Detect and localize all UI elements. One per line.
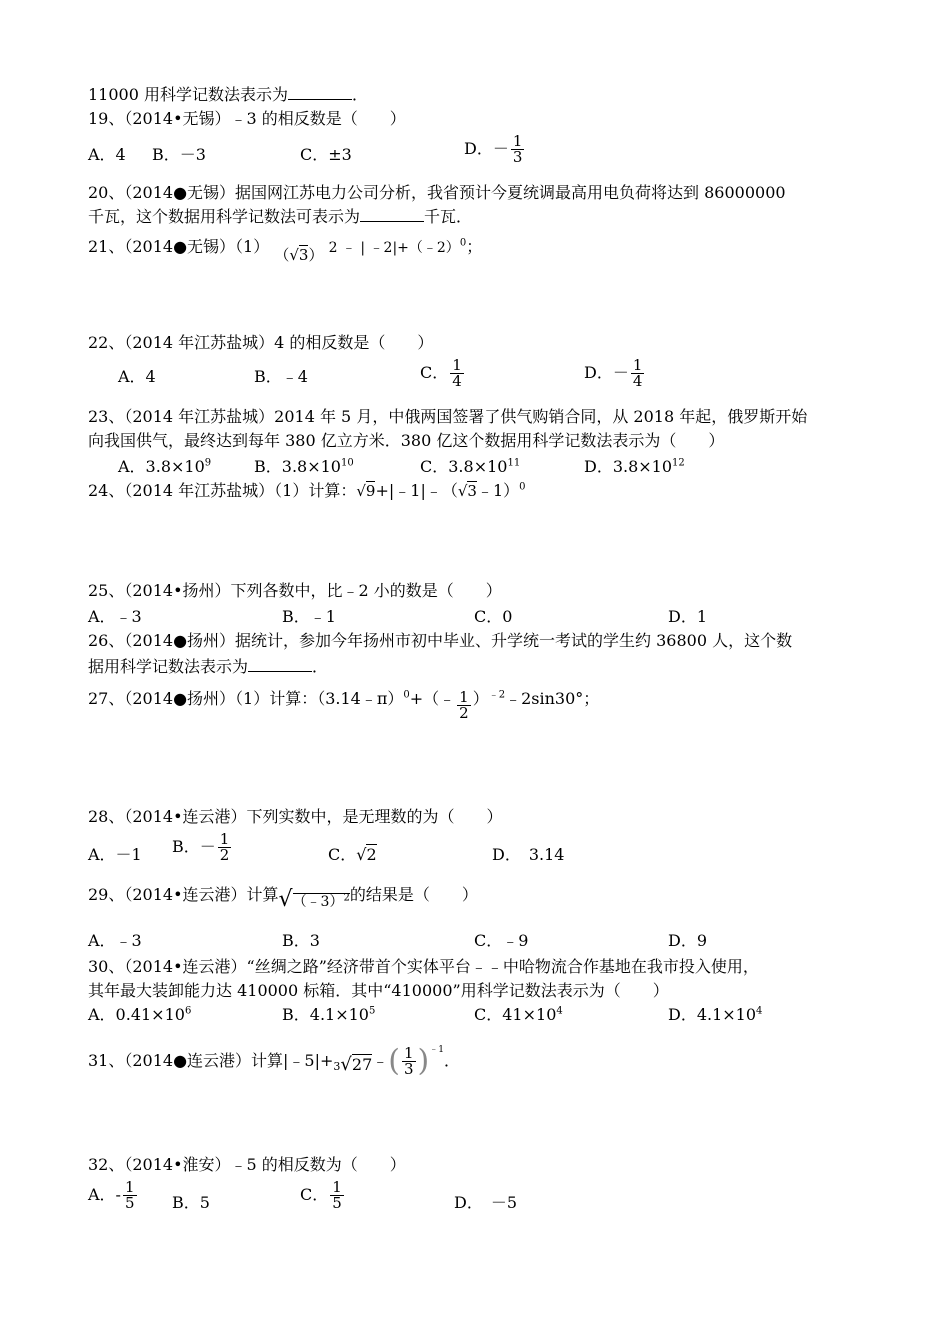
q22-option-d [584, 358, 646, 389]
q22-c-fraction [450, 358, 464, 389]
numerator: 1 [459, 688, 469, 706]
denominator: 5 [124, 1194, 135, 1212]
q28-b-fraction [218, 832, 232, 863]
numerator: 1 [219, 830, 230, 848]
q22-d-fraction [631, 358, 645, 389]
q29-option-d: D．9 [668, 931, 708, 950]
q22-stem: 22、（2014 年江苏盐城）4 的相反数是（ ） [88, 333, 434, 352]
q27-post: ﹣2sin30°； [505, 689, 600, 708]
answer-blank [248, 657, 312, 672]
q27-fraction [457, 690, 471, 721]
q29-option-c: C．﹣9 [474, 931, 529, 950]
q28-option-b [172, 832, 233, 863]
q22-d-prefix: D．－ [584, 363, 629, 382]
q21-exponent: 0 [459, 237, 467, 249]
q28-c-prefix: C． [328, 845, 357, 864]
q19-d-prefix: D．－ [464, 139, 509, 158]
q30-c-exp: 4 [556, 1005, 563, 1017]
q32-c-prefix: C． [300, 1185, 329, 1204]
q19-option-a: A．4 [88, 145, 126, 164]
q24-exponent: 0 [519, 481, 526, 493]
q23-d-text: D．3.8×10 [584, 457, 673, 476]
numerator: 1 [632, 356, 643, 374]
q23-option-a [118, 456, 211, 478]
q21-pre: 21、（2014●无锡）（1） [88, 237, 270, 256]
q29-option-a: A．﹣3 [88, 931, 142, 950]
numerator: 1 [512, 132, 523, 150]
q21-line [88, 236, 482, 266]
q26-line2 [88, 656, 328, 678]
q23-b-text: B．3.8×10 [254, 457, 341, 476]
q28-b-prefix: B．－ [172, 837, 216, 856]
q29-exponent: 2 [343, 892, 350, 904]
q32-option-d: D． －5 [454, 1193, 518, 1212]
answer-blank [360, 207, 424, 222]
q21-post: 2 ﹣ | ﹣2|+（﹣2） [328, 240, 460, 256]
denominator: 4 [632, 372, 643, 390]
q24-line [88, 480, 526, 502]
q22-option-a: A．4 [118, 367, 156, 386]
q23-option-d [584, 456, 685, 478]
q27-exp0: 0 [403, 689, 410, 701]
cube-root-sign: √ [340, 1054, 352, 1075]
radicand: 3 [467, 482, 477, 500]
radicand-text: （﹣3） [292, 894, 344, 910]
q30-line2: 其年最大装卸能力达 410000 标箱．其中“410000”用科学记数法表示为（ ） [88, 981, 669, 1000]
q19-stem: 19、（2014•无锡）﹣3 的相反数是（ ） [88, 109, 406, 128]
q18-text: 11000 用科学记数法表示为 [88, 85, 288, 104]
q22-option-c [420, 358, 466, 389]
numerator: 1 [124, 1178, 135, 1196]
denominator: 5 [332, 1194, 342, 1212]
q24-post: ﹣1） [476, 481, 520, 500]
q25-option-b: B．﹣1 [282, 607, 336, 626]
q30-a-exp: 6 [184, 1005, 192, 1017]
q26-line2-pre: 据用科学记数法表示为 [88, 657, 249, 676]
q32-option-b: B．5 [172, 1193, 210, 1212]
numerator: 1 [452, 356, 462, 374]
q31-mid: ﹣ [372, 1051, 389, 1070]
q30-option-d [668, 1004, 762, 1026]
q24-sqrt1: √9 [356, 482, 376, 500]
q30-a-text: A．0.41×10 [88, 1005, 185, 1024]
q25-option-a: A．﹣3 [88, 607, 142, 626]
q23-c-text: C．3.8×10 [420, 457, 508, 476]
q31-pre: 31、（2014●连云港）计算|﹣5|+ [88, 1051, 334, 1070]
q19-option-b: B．－3 [152, 145, 206, 164]
q29-pre: 29、（2014•连云港）计算 [88, 885, 279, 904]
q28-stem: 28、（2014•连云港）下列实数中，是无理数的为（ ） [88, 807, 503, 826]
q24-mid: +|﹣1|﹣（ [375, 481, 458, 500]
q28-option-a: A．－1 [88, 845, 142, 864]
q26-line2-post: ． [312, 657, 329, 676]
denominator: 3 [512, 148, 523, 166]
q23-a-text: A．3.8×10 [118, 457, 205, 476]
q25-option-c: C．0 [474, 607, 513, 626]
q30-d-exp: 4 [756, 1005, 763, 1017]
radicand: 3 [298, 246, 309, 264]
q27-exp2: ﹣2 [488, 689, 506, 701]
q31-post: ． [444, 1051, 461, 1070]
denominator: 4 [452, 372, 462, 390]
q20-line2 [88, 206, 472, 228]
root-index: 3 [333, 1060, 341, 1073]
q25-stem: 25、（2014•扬州）下列各数中，比﹣2 小的数是（ ） [88, 581, 502, 600]
q31-line [88, 1043, 461, 1079]
denominator: 3 [404, 1060, 414, 1078]
q32-stem: 32、（2014•淮安）﹣5 的相反数为（ ） [88, 1155, 406, 1174]
q30-option-c [474, 1004, 563, 1026]
answer-blank [288, 85, 352, 100]
q27-pre: 27、（2014●扬州）（1）计算：（3.14﹣π） [88, 689, 404, 708]
q31-exponent: ﹣1 [429, 1045, 444, 1055]
q28-option-c [328, 844, 377, 866]
q27-close: ） [472, 689, 489, 708]
q32-option-c [300, 1180, 346, 1211]
q27-mid: +（﹣ [409, 689, 456, 708]
q25-option-d: D．1 [668, 607, 708, 626]
q30-b-text: B．4.1×10 [282, 1005, 369, 1024]
q30-b-exp: 5 [368, 1005, 376, 1017]
q32-a-prefix: A．- [88, 1185, 121, 1204]
q24-pre: 24、（2014 年江苏盐城）（1）计算： [88, 481, 357, 500]
q18-tail: ． [352, 85, 369, 104]
q24-sqrt2: √3 [457, 482, 477, 500]
q30-option-a [88, 1004, 191, 1026]
q20-line2-post: 千瓦． [424, 207, 473, 226]
q19-option-d [464, 134, 526, 165]
q29-post: 的结果是（ ） [349, 885, 478, 904]
denominator: 2 [219, 846, 230, 864]
q30-d-text: D．4.1×10 [668, 1005, 757, 1024]
q18-line [88, 84, 368, 106]
q23-a-exp: 9 [204, 457, 212, 469]
q30-c-text: C．41×10 [474, 1005, 557, 1024]
q23-option-b [254, 456, 354, 478]
q23-line1: 23、（2014 年江苏盐城）2014 年 5 月，中俄两国签署了供气购销合同，从 2018 年起，俄罗斯开始 [88, 407, 808, 426]
q21-end: ； [466, 237, 483, 256]
q32-c-fraction [330, 1180, 344, 1211]
q22-c-prefix: C． [420, 363, 449, 382]
radicand: 9 [365, 482, 376, 500]
radicand: 27 [351, 1055, 373, 1074]
q29-line [88, 884, 478, 913]
q23-option-c [420, 456, 520, 478]
radicand: 2 [366, 845, 377, 864]
denominator: 2 [459, 704, 469, 722]
q29-radicand [293, 893, 350, 910]
sqrt-sign: √ [356, 845, 367, 864]
q21-sqrt: （√3） [274, 246, 324, 264]
q29-option-b: B．3 [282, 931, 320, 950]
q23-b-exp: 10 [340, 457, 354, 469]
q30-line1: 30、（2014•连云港）“丝绸之路”经济带首个实体平台﹣﹣中哈物流合作基地在我市投入使用， [88, 957, 759, 976]
q23-line2: 向我国供气，最终达到每年 380 亿立方米．380 亿这个数据用科学记数法表示为（ ） [88, 431, 725, 450]
q23-d-exp: 12 [672, 457, 685, 469]
q20-line2-pre: 千瓦，这个数据用科学记数法可表示为 [88, 207, 361, 226]
q19-d-fraction [511, 134, 525, 165]
sqrt-sign: √ [278, 887, 293, 912]
q23-c-exp: 11 [507, 457, 521, 469]
numerator: 1 [332, 1178, 342, 1196]
q26-line1: 26、（2014●扬州）据统计，参加今年扬州市初中毕业、升学统一考试的学生约 36800 人，这个数 [88, 631, 793, 650]
q32-a-fraction [123, 1180, 137, 1211]
q30-option-b [282, 1004, 375, 1026]
q27-line [88, 688, 599, 721]
q22-option-b: B．﹣4 [254, 367, 308, 386]
right-paren: ) [417, 1043, 430, 1079]
left-paren: ( [388, 1043, 400, 1079]
radical-sign: √ [289, 246, 299, 264]
q19-option-c: C．±3 [300, 145, 352, 164]
q31-fraction [402, 1046, 416, 1077]
q28-option-d: D． 3.14 [492, 845, 565, 864]
q32-option-a [88, 1180, 139, 1211]
q20-line1: 20、（2014●无锡）据国网江苏电力公司分析，我省预计今夏统调最高用电负荷将达到 86000000 [88, 183, 786, 202]
numerator: 1 [404, 1044, 414, 1062]
